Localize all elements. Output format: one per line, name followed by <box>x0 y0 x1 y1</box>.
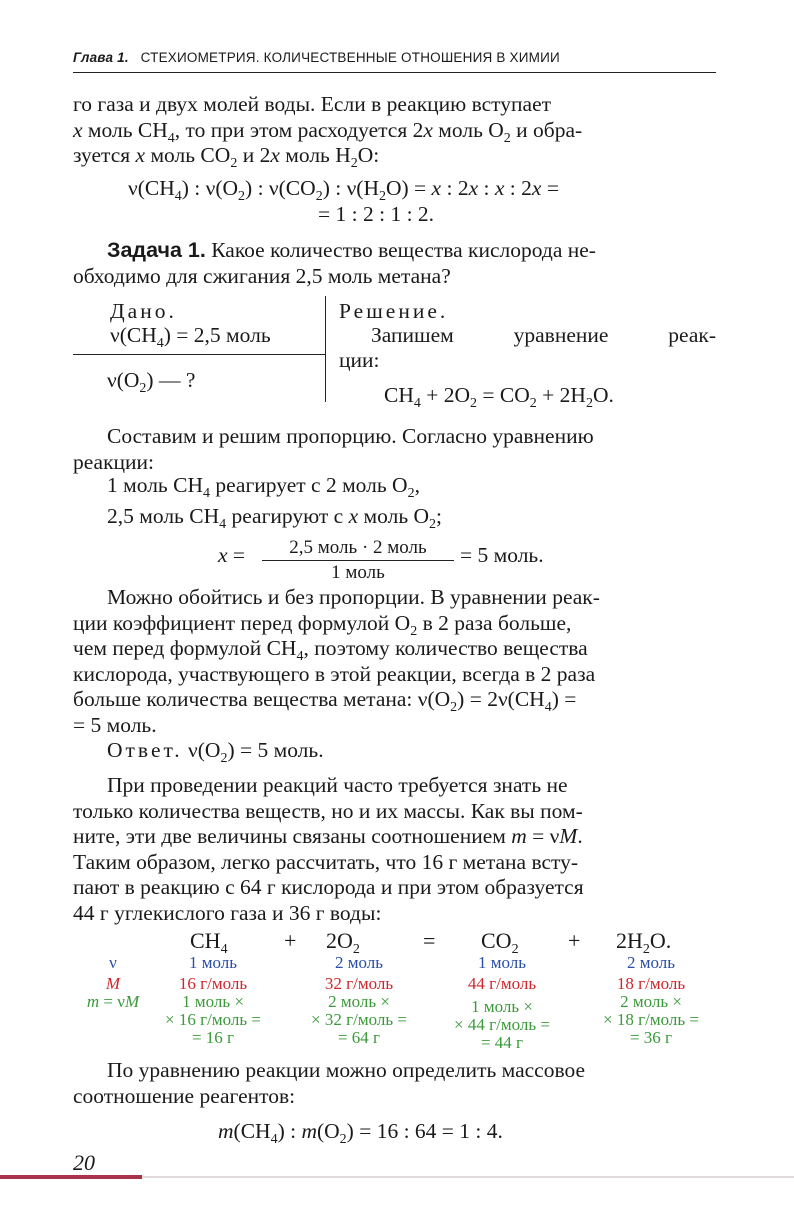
chapter-label: Глава 1. <box>73 50 129 65</box>
given-label: Дано. <box>110 299 177 323</box>
answer-label: Ответ. <box>107 738 183 762</box>
task-label: Задача 1. <box>107 238 206 262</box>
row-label-molar-mass: M <box>105 974 121 993</box>
nu-h2o: 2 моль <box>626 953 676 972</box>
intro-line-2: x моль $CH_4$, то при этом расходуется 2x моль $O_2$ и обра- <box>73 117 583 146</box>
ratio-equation-line-2: = 1 : 2 : 1 : 2. <box>318 202 435 226</box>
find-value: $\nu(O_2)$ — ? <box>107 368 196 396</box>
chapter-title: СТЕХИОМЕТРИЯ. КОЛИЧЕСТВЕННЫЕ ОТНОШЕНИЯ В ХИМИИ <box>140 50 560 65</box>
mass-ratio-equation: $m(CH_4)$ : $m(O_2) = 16$ : 64 = 1 : 4. <box>218 1119 503 1147</box>
molar-mass-h2o: 18 г/моль <box>616 974 686 993</box>
molar-mass-o2: 32 г/моль <box>324 974 394 993</box>
footer-rule <box>142 1176 794 1178</box>
proportion-fraction <box>262 537 454 585</box>
nu-ch4: 1 моль <box>188 953 238 972</box>
conclusion-paragraph: По уравнению реакции можно определить массовое соотношение реагентов: <box>73 1058 586 1108</box>
solution-line-1: Запишем уравнение реак- <box>371 323 716 347</box>
nu-o2: 2 моль <box>334 953 384 972</box>
task-line-2: обходимо для сжигания 2,5 моль метана? <box>73 263 451 288</box>
given-find-divider <box>73 354 325 355</box>
reaction-o2: $2O_2$ <box>326 928 360 957</box>
reaction-h2o: $2H_2O$. <box>616 928 672 957</box>
row-label-nu: ν <box>109 953 117 972</box>
task-line-1: Какое количество вещества кислорода не- <box>205 238 596 262</box>
solution-line-2: ции: <box>339 348 380 372</box>
footer-accent-bar <box>0 1175 142 1179</box>
fraction-denominator: 1 моль <box>331 562 385 583</box>
task-paragraph <box>73 238 716 289</box>
row-label-mass: m = νM <box>86 992 140 1011</box>
reaction-equals: = <box>423 928 436 953</box>
page-number: 20 <box>73 1150 95 1175</box>
reaction-ch4: $CH_4$ <box>190 928 228 957</box>
reaction-co2: $CO_2$ <box>481 928 519 957</box>
intro-line-3: зуется x моль $CO_2$ и 2x моль $H_2O$: <box>73 143 380 171</box>
nu-co2: 1 моль <box>477 953 527 972</box>
proportion-result: = 5 моль. <box>460 543 544 567</box>
mass-calc-co2: 1 моль × × 44 г/моль = = 44 г <box>454 997 550 1052</box>
ratio-equation-line-1: $\nu(CH_4)$ : $\nu(O_2)$ : $\nu(CO_2)$ : $\nu(H_2O) = x$ : 2x : x : 2x = <box>128 176 559 204</box>
proportion-paragraph: Составим и решим пропорцию. Согласно уравнению реакции: <box>73 424 594 474</box>
proportion-x-label: x = <box>218 543 246 567</box>
proportion-statement-1: 1 моль $CH_4$ реагирует с 2 моль $O_2$, <box>107 473 420 501</box>
alternative-paragraph: Можно обойтись и без пропорции. В уравнении реак- ции коэффициент перед формулой $O_2$ в 2 раза больше, чем перед формулой $CH_4$, поэтому количество вещества кислорода, участвующего в этой реакции, всегда в 2 раза больше количества вещества метана: $\nu(O_2) = 2\nu(CH_4)$ = = 5 моль. <box>73 585 600 737</box>
answer-line: Ответ. $\nu(O_2) = 5$ моль. <box>107 738 324 766</box>
mass-calc-h2o: 2 моль × × 18 г/моль = = 36 г <box>603 992 699 1047</box>
given-value: $\nu(CH_4) = 2,5$ моль <box>110 323 271 351</box>
reaction-plus-1: + <box>284 928 297 953</box>
molar-mass-ch4: 16 г/моль <box>178 974 248 993</box>
given-solution-divider <box>325 296 326 402</box>
solution-equation: $CH_4 + 2O_2 = CO_2 + 2H_2O$. <box>384 383 614 411</box>
reaction-plus-2: + <box>568 928 581 953</box>
molar-mass-co2: 44 г/моль <box>467 974 537 993</box>
intro-paragraph <box>73 92 716 169</box>
mass-calc-o2: 2 моль × × 32 г/моль = = 64 г <box>311 992 407 1047</box>
mass-calc-ch4: 1 моль × × 16 г/моль = = 16 г <box>165 992 261 1047</box>
solution-label: Решение. <box>339 299 449 323</box>
proportion-statement-2: 2,5 моль $CH_4$ реагируют с x моль $O_2$; <box>107 504 443 532</box>
mass-paragraph: При проведении реакций часто требуется знать не только количества веществ, но и их массы. Как вы пом- ните, эти две величины связаны соотношением m = νM. Таким образом, легко рассчитать, что 16 г метана всту- пают в реакцию с 64 г кислорода и при этом образуется 44 г углекислого газа и 36 г воды: <box>73 773 584 925</box>
intro-line-1: го газа и двух молей воды. Если в реакцию вступает <box>73 92 552 116</box>
fraction-numerator: 2,5 моль · 2 моль <box>262 537 454 561</box>
running-header <box>73 48 716 73</box>
